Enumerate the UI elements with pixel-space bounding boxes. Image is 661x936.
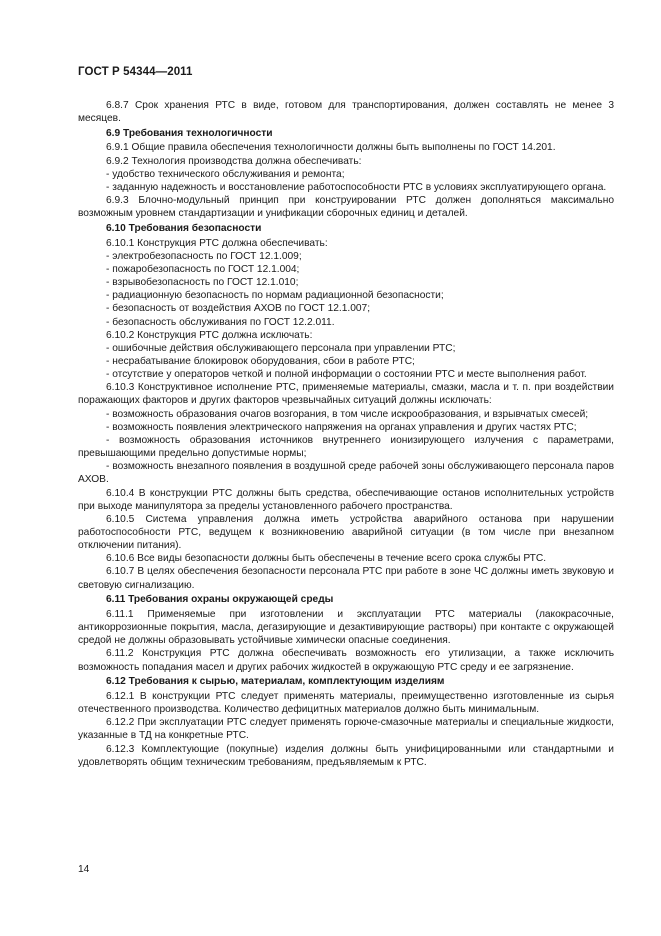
section-heading: 6.12 Требования к сырью, материалам, комплектующим изделиям <box>106 676 445 688</box>
paragraph: - возможность образования источников внутреннего ионизирующего излучения с параметрами, превышающими предельно допустимые нормы; <box>78 434 614 460</box>
document-body <box>78 99 614 769</box>
page-header: ГОСТ Р 54344—2011 <box>78 66 193 78</box>
paragraph: 6.10.4 В конструкции РТС должны быть средства, обеспечивающие останов исполнительных устройств при выходе манипулятора за пределы установленного рабочего пространства. <box>78 487 614 512</box>
paragraph: - возможность образования очагов возгорания, в том числе искрообразования, и взрывчатых смесей; <box>106 408 589 420</box>
paragraph: 6.10.7 В целях обеспечения безопасности персонала РТС при работе в зоне ЧС должны иметь звуковую и световую сигнализацию. <box>78 566 614 591</box>
paragraph: - радиационную безопасность по нормам радиационной безопасности; <box>106 290 444 302</box>
page-number: 14 <box>78 864 90 875</box>
paragraph: - пожаробезопасность по ГОСТ 12.1.004; <box>106 263 300 275</box>
paragraph: 6.9.1 Общие правила обеспечения технологичности должны быть выполнены по ГОСТ 14.201. <box>106 142 556 154</box>
paragraph: 6.10.3 Конструктивное исполнение РТС, применяемые материалы, смазки, масла и т. п. при воздействии поражающих факторов и других факторов чрезвычайных ситуаций должны исключать: <box>78 382 614 407</box>
section-heading: 6.9 Требования технологичности <box>106 127 273 139</box>
paragraph: 6.10.2 Конструкция РТС должна исключать: <box>106 329 313 341</box>
paragraph: 6.10.5 Система управления должна иметь устройства аварийного останова при нарушении работоспособности РТС, ведущем к возникновению аварийной ситуации (в том числе при внезапном отключении питания). <box>78 513 614 552</box>
paragraph: 6.10.6 Все виды безопасности должны быть обеспечены в течение всего срока службы РТС. <box>106 553 547 565</box>
paragraph: - ошибочные действия обслуживающего персонала при управлении РТС; <box>106 342 456 354</box>
paragraph: 6.9.3 Блочно-модульный принцип при конструировании РТС должен дополняться максимально возможным уровнем стандартизации и унификации сборочных единиц и деталей. <box>78 195 614 220</box>
paragraph: 6.10.1 Конструкция РТС должна обеспечивать: <box>106 237 328 249</box>
paragraph: - безопасность от воздействия АХОВ по ГОСТ 12.1.007; <box>106 303 371 315</box>
paragraph: - возможность появления электрического напряжения на органах управления и других частях РТС; <box>106 421 577 433</box>
paragraph: - взрывобезопасность по ГОСТ 12.1.010; <box>106 277 299 289</box>
paragraph: - электробезопасность по ГОСТ 12.1.009; <box>106 250 302 262</box>
paragraph: - удобство технического обслуживания и ремонта; <box>106 168 345 180</box>
paragraph: - возможность внезапного появления в воздушной среде рабочей зоны обслуживающего персонала паров АХОВ. <box>78 461 614 486</box>
paragraph: - отсутствие у операторов четкой и полной информации о состоянии РТС и месте выполнения работ. <box>106 369 587 381</box>
paragraph: 6.12.1 В конструкции РТС следует применять материалы, преимущественно изготовленные из сырья отечественного производства. Количество дефицитных материалов должно быть минимальным. <box>78 690 614 716</box>
paragraph: - безопасность обслуживания по ГОСТ 12.2.011. <box>106 316 335 328</box>
paragraph: - несрабатывание блокировок оборудования, сбои в работе РТС; <box>106 355 415 367</box>
paragraph: 6.8.7 Срок хранения РТС в виде, готовом для транспортирования, должен составлять не менее 3 месяцев. <box>78 100 614 125</box>
paragraph: 6.11.1 Применяемые при изготовлении и эксплуатации РТС материалы (лакокрасочные, антикоррозионные покрытия, масла, дегазирующие и дезактивирующие растворы) при контакте с окружающей средой не должны образовывать устойчивые химически опасные соединения. <box>78 608 614 647</box>
paragraph: 6.11.2 Конструкция РТС должна обеспечивать возможность его утилизации, а также исключить возможность попадания масел и других рабочих жидкостей в окружающую РТС среду и ее загрязнение. <box>78 648 614 673</box>
paragraph: 6.12.3 Комплектующие (покупные) изделия должны быть унифицированными или стандартными и удовлетворять общим техническим требованиям, предъявляемым к РТС. <box>78 743 614 768</box>
paragraph: 6.9.2 Технология производства должна обеспечивать: <box>106 155 362 167</box>
section-heading: 6.10 Требования безопасности <box>106 222 262 234</box>
paragraph: 6.12.2 При эксплуатации РТС следует применять горюче-смазочные материалы и специальные жидкости, указанные в ТД на конкретные РТС. <box>78 717 614 742</box>
paragraph: - заданную надежность и восстановление работоспособности РТС в условиях эксплуатирующего органа. <box>106 181 607 193</box>
section-heading: 6.11 Требования охраны окружающей среды <box>106 594 334 606</box>
